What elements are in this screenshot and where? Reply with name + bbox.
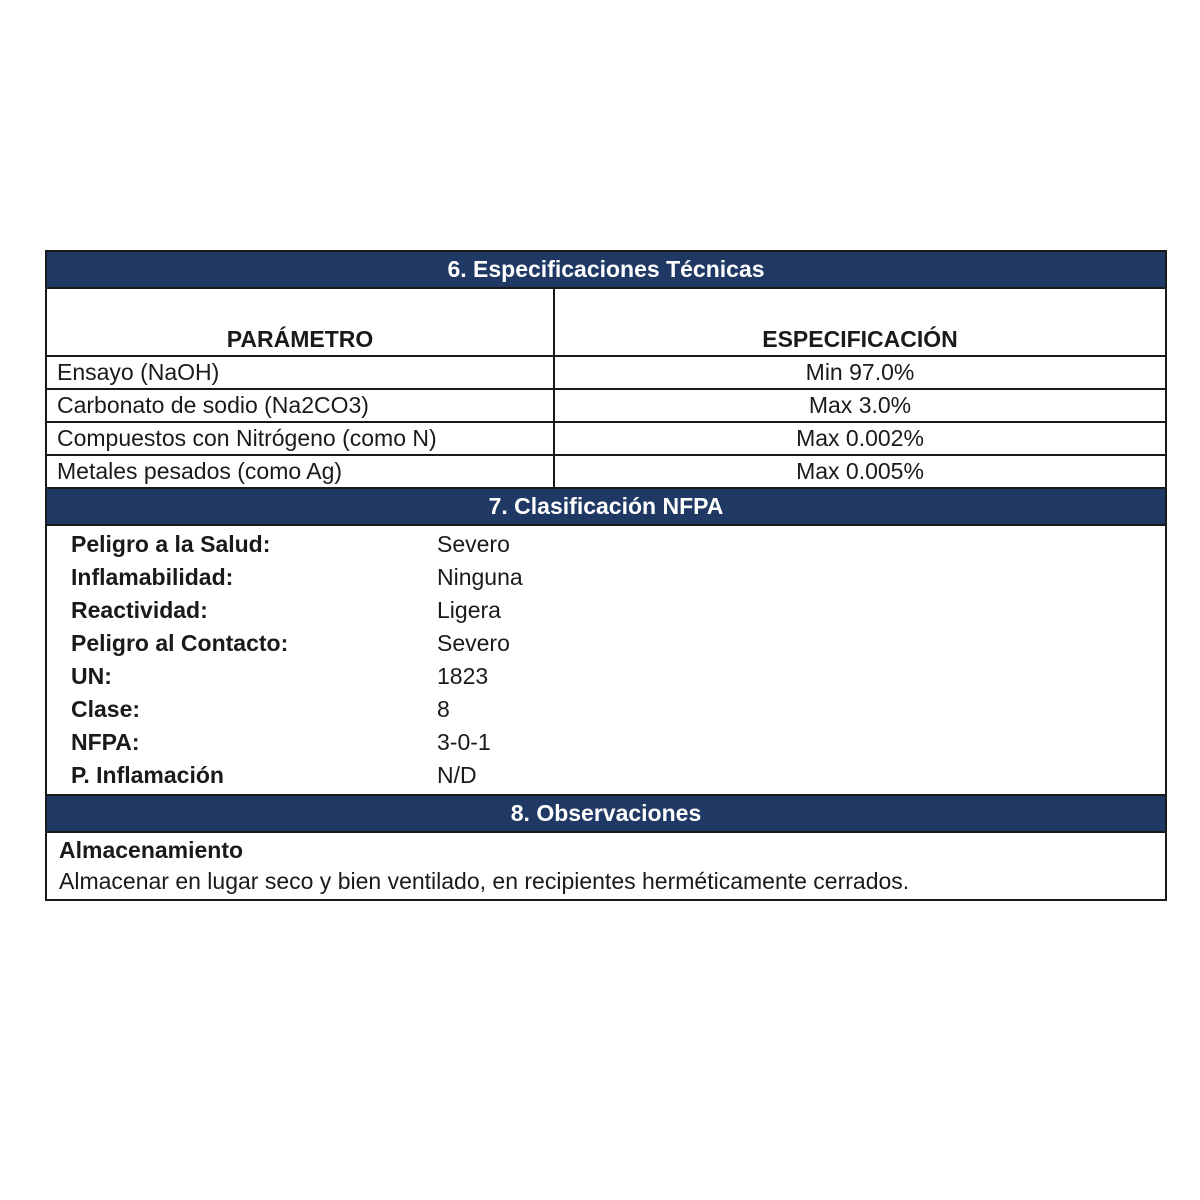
list-item (71, 561, 1165, 594)
nfpa-label: Clase: (71, 696, 141, 722)
observations-text: Almacenar en lugar seco y bien ventilado, en recipientes herméticamente cerrados. (59, 868, 910, 894)
list-item (71, 627, 1165, 660)
list-item (71, 660, 1165, 693)
list-item (71, 693, 1165, 726)
specification-cell: Max 0.002% (554, 422, 1165, 455)
parameter-cell: Carbonato de sodio (Na2CO3) (47, 389, 554, 422)
observations-body (47, 833, 1165, 899)
column-header-parameter: PARÁMETRO (47, 289, 554, 356)
observations-subtitle: Almacenamiento (59, 837, 244, 863)
specs-table-wrapper (47, 289, 1165, 489)
nfpa-value: 1823 (437, 663, 489, 689)
specs-table (47, 289, 1165, 487)
nfpa-value: Severo (437, 630, 510, 656)
nfpa-label: P. Inflamación (71, 762, 224, 788)
nfpa-classification-list (47, 526, 1165, 796)
table-row (47, 389, 1165, 422)
table-row (47, 455, 1165, 487)
specification-cell: Min 97.0% (554, 356, 1165, 389)
list-item (71, 759, 1165, 792)
nfpa-value: Ninguna (437, 564, 523, 590)
table-row (47, 422, 1165, 455)
list-item (71, 528, 1165, 561)
section-header-specs: 6. Especificaciones Técnicas (47, 252, 1165, 289)
section-header-observations: 8. Observaciones (47, 796, 1165, 833)
section-header-nfpa: 7. Clasificación NFPA (47, 489, 1165, 526)
nfpa-label: UN: (71, 663, 112, 689)
nfpa-label: Inflamabilidad: (71, 564, 234, 590)
nfpa-label: Reactividad: (71, 597, 208, 623)
nfpa-label: Peligro a la Salud: (71, 531, 271, 557)
column-header-specification: ESPECIFICACIÓN (554, 289, 1165, 356)
parameter-cell: Ensayo (NaOH) (47, 356, 554, 389)
specification-cell: Max 3.0% (554, 389, 1165, 422)
technical-sheet (45, 250, 1167, 901)
nfpa-label: NFPA: (71, 729, 140, 755)
parameter-cell: Metales pesados (como Ag) (47, 455, 554, 487)
nfpa-value: 8 (437, 696, 450, 722)
specs-table-header-row (47, 289, 1165, 356)
nfpa-value: N/D (437, 762, 477, 788)
list-item (71, 726, 1165, 759)
nfpa-value: 3-0-1 (437, 729, 491, 755)
table-row (47, 356, 1165, 389)
list-item (71, 594, 1165, 627)
specification-cell: Max 0.005% (796, 458, 924, 484)
nfpa-label: Peligro al Contacto: (71, 630, 289, 656)
nfpa-value: Severo (437, 531, 510, 557)
parameter-cell: Compuestos con Nitrógeno (como N) (47, 422, 554, 455)
nfpa-value: Ligera (437, 597, 501, 623)
